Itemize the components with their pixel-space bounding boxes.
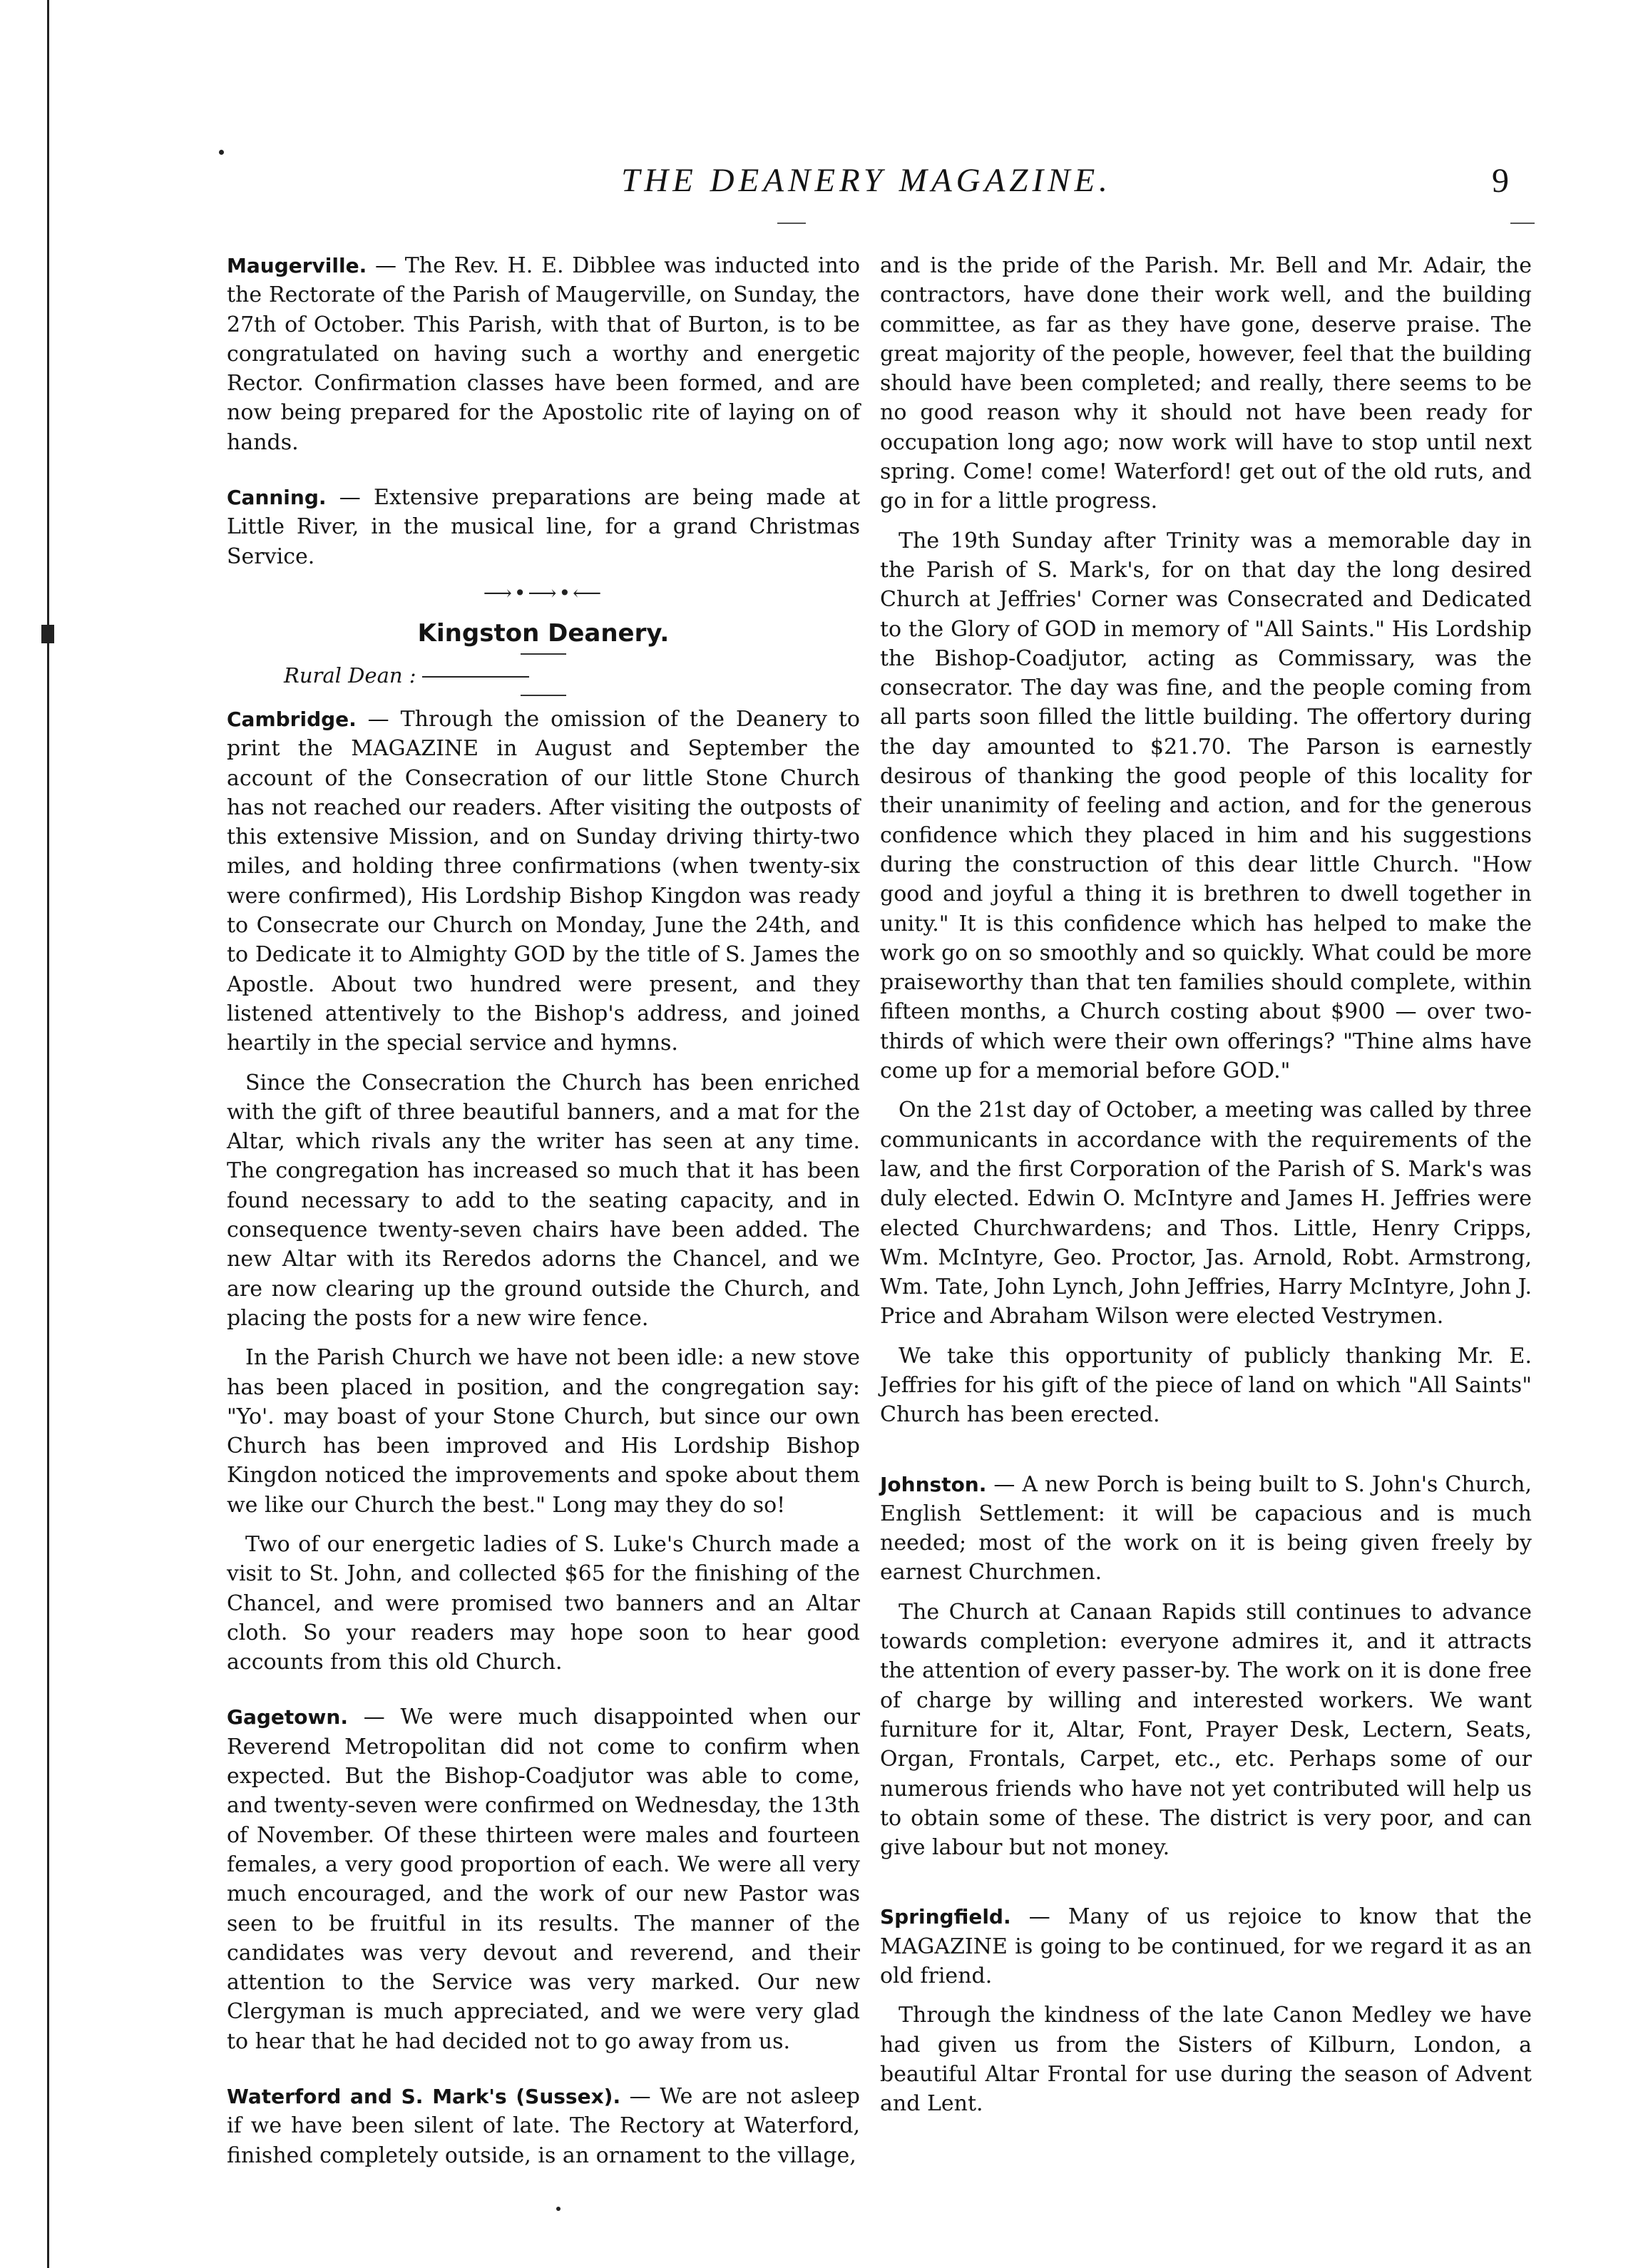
maugerville-paragraph: Maugerville. — The Rev. H. E. Dibblee was inducted into the Rectorate of the Parish of Maugerville, on Sunday, the 27th of October. This Parish, with that of Burton, is to be congratulated on having such a worthy and energetic Rector. Confirmation classes have been formed, and are now being prepared for the Apostolic rite of laying on of hands.	[227, 253, 860, 455]
rural-dean-blank	[422, 676, 529, 678]
cambridge-paragraph: Cambridge. — Through the omission of the Deanery to print the MAGAZINE in August and September the account of the Consecration of our little Stone Church has not reached our readers. After visiting the outposts of this extensive Mission, and on Sunday driving thirty-two miles, and holding three confirmations (when twenty-six were confirmed), His Lordship Bishop Kingdon was ready to Consecrate our Church on Monday, June the 24th, and to Dedicate it to Almighty GOD by the title of S. James the Apostle. About two hundred were present, and they listened attentively to the Bishop's address, and joined heartily in the special service and hymns.	[227, 706, 860, 1056]
deanery-heading: Kingston Deanery.	[417, 618, 670, 648]
johnston-paragraph: Johnston. — A new Porch is being built to S. John's Church, English Settlement: it will be capacious and is much needed; most of the work on it is being given freely by earnest Churchmen.	[880, 1471, 1532, 1585]
place-heading-canning: Canning.	[227, 486, 327, 510]
place-heading-cambridge: Cambridge.	[227, 707, 357, 731]
waterford-paragraph: Waterford and S. Mark's (Sussex). — We are not asleep if we have been silent of late. The Rectory at Waterford, finished completely outside, is an ornament to the village,	[227, 2084, 860, 2168]
waterford-continued-paragraph: and is the pride of the Parish. Mr. Bell and Mr. Adair, the contractors, have done their work well, and the building committee, as far as they have gone, deserve praise. The great majority of the people, however, feel that the building should have been completed; and really, there seems to be no good reason why it should not have been ready for occupation long ago; now work will have to stop until next spring. Come! come! Waterford! get out of the old ruts, and go in for a little progress.	[880, 253, 1532, 514]
canning-paragraph: Canning. — Extensive preparations are being made at Little River, in the musical line, for a grand Christmas Service.	[227, 485, 860, 569]
cambridge-paragraph: In the Parish Church we have not been idle: a new stove has been placed in position, and the congregation say: "Yo'. may boast of your Stone Church, but since our own Church has been improved and His Lordship Bishop Kingdon noticed the improvements and spoke about them we like our Church the best." Long may they do so!	[227, 1345, 860, 1518]
page-margin-notch	[41, 625, 54, 643]
place-heading-johnston: Johnston.	[880, 1472, 987, 1496]
right-column	[880, 251, 1532, 2129]
rural-dean-line: Rural Dean :	[284, 663, 860, 688]
gagetown-paragraph: Gagetown. — We were much disappointed when our Reverend Metropolitan did not come to confirm when expected. But the Bishop-Coadjutor was able to come, and twenty-seven were confirmed on Wednesday, the 13th of November. Of these thirteen were males and fourteen females, a very good proportion of each. We were all very much encouraged, and the work of our new Pastor was seen to be fruitful in its results. The manner of the candidates was very devout and reverend, and their attention to the Service was very marked. Our new Clergyman is much appreciated, and we were very glad to hear that he had decided not to go away from us.	[227, 1705, 860, 2054]
print-speck	[219, 150, 224, 155]
magazine-title: THE DEANERY MAGAZINE.	[621, 162, 1112, 199]
page-number: 9	[1492, 162, 1509, 200]
header-rule	[1510, 223, 1535, 224]
page-header	[0, 161, 1648, 204]
print-speck	[556, 2207, 561, 2211]
st-marks-paragraph: On the 21st day of October, a meeting was called by three communicants in accordance with the requirements of the law, and the first Corporation of the Parish of S. Mark's was duly elected. Edwin O. McIntyre and James H. Jeffries were elected Churchwardens; and Thos. Little, Henry Cripps, Wm. McIntyre, Geo. Proctor, Jas. Arnold, Robt. Armstrong, Wm. Tate, John Lynch, John Jeffries, Harry McIntyre, John J. Price and Abraham Wilson were elected Vestrymen.	[880, 1098, 1532, 1329]
johnston-paragraph: The Church at Canaan Rapids still continues to advance towards completion: everyone admires it, and it attracts the attention of every passer-by. The work on it is done free of charge by willing and interested workers. We want furniture for it, Altar, Font, Prayer Desk, Lectern, Seats, Organ, Frontals, Carpet, etc., etc. Perhaps some of our numerous friends who have not yet contributed will help us to obtain some of these. The district is very poor, and can give labour but not money.	[880, 1599, 1532, 1861]
place-heading-waterford: Waterford and S. Mark's (Sussex).	[227, 2085, 621, 2109]
page-margin-line	[47, 0, 49, 2268]
left-column	[227, 251, 860, 2180]
place-heading-gagetown: Gagetown.	[227, 1705, 348, 1730]
cambridge-paragraph: Since the Consecration the Church has been enriched with the gift of three beautiful banners, and a mat for the Altar, which rivals any the writer has seen at any time. The congregation has increased so much that it has been found necessary to add to the seating capacity, and in consequence twenty-seven chairs have been added. The new Altar with its Reredos adorns the Chancel, and we are now clearing up the ground outside the Church, and placing the posts for a new wire fence.	[227, 1070, 860, 1331]
springfield-paragraph: Springfield. — Many of us rejoice to know that the MAGAZINE is going to be continued, for we regard it as an old friend.	[880, 1904, 1532, 1989]
header-rule	[777, 223, 806, 224]
st-marks-paragraph: The 19th Sunday after Trinity was a memorable day in the Parish of S. Mark's, for on that day the long desired Church at Jeffries' Corner was Consecrated and Dedicated to the Glory of GOD in memory of "All Saints." His Lordship the Bishop-Coadjutor, acting as Commissary, was the consecrator. The day was fine, and the people coming from all parts soon filled the little building. The offertory during the day amounted to $21.70. The Parson is earnestly desirous of thanking the good people of this locality for their unanimity of feeling and action, and for the generous confidence which they placed in him and his suggestions during the construction of this dear little Church. "How good and joyful a thing it is brethren to dwell together in unity." It is this confidence which has helped to make the work go on so smoothly and so quickly. What could be more praiseworthy than that ten families should complete, within fifteen months, a Church costing about $900 — over two-thirds of which were their own offerings? "Thine alms have come up for a memorial before GOD."	[880, 528, 1532, 1084]
place-heading-maugerville: Maugerville.	[227, 254, 367, 277]
section-ornament: ⟶•⟶•⟵	[483, 581, 604, 605]
st-marks-paragraph: We take this opportunity of publicly thanking Mr. E. Jeffries for his gift of the piece of land on which "All Saints" Church has been erected.	[880, 1343, 1532, 1428]
heading-rule	[521, 695, 566, 696]
springfield-paragraph: Through the kindness of the late Canon Medley we have had given us from the Sisters of Kilburn, London, a beautiful Altar Frontal for use during the season of Advent and Lent.	[880, 2003, 1532, 2117]
cambridge-paragraph: Two of our energetic ladies of S. Luke's Church made a visit to St. John, and collected $65 for the finishing of the Chancel, and were promised two banners and an Altar cloth. So your readers may hope soon to hear good accounts from this old Church.	[227, 1531, 860, 1675]
heading-rule	[521, 653, 566, 655]
place-heading-springfield: Springfield.	[880, 1905, 1011, 1929]
